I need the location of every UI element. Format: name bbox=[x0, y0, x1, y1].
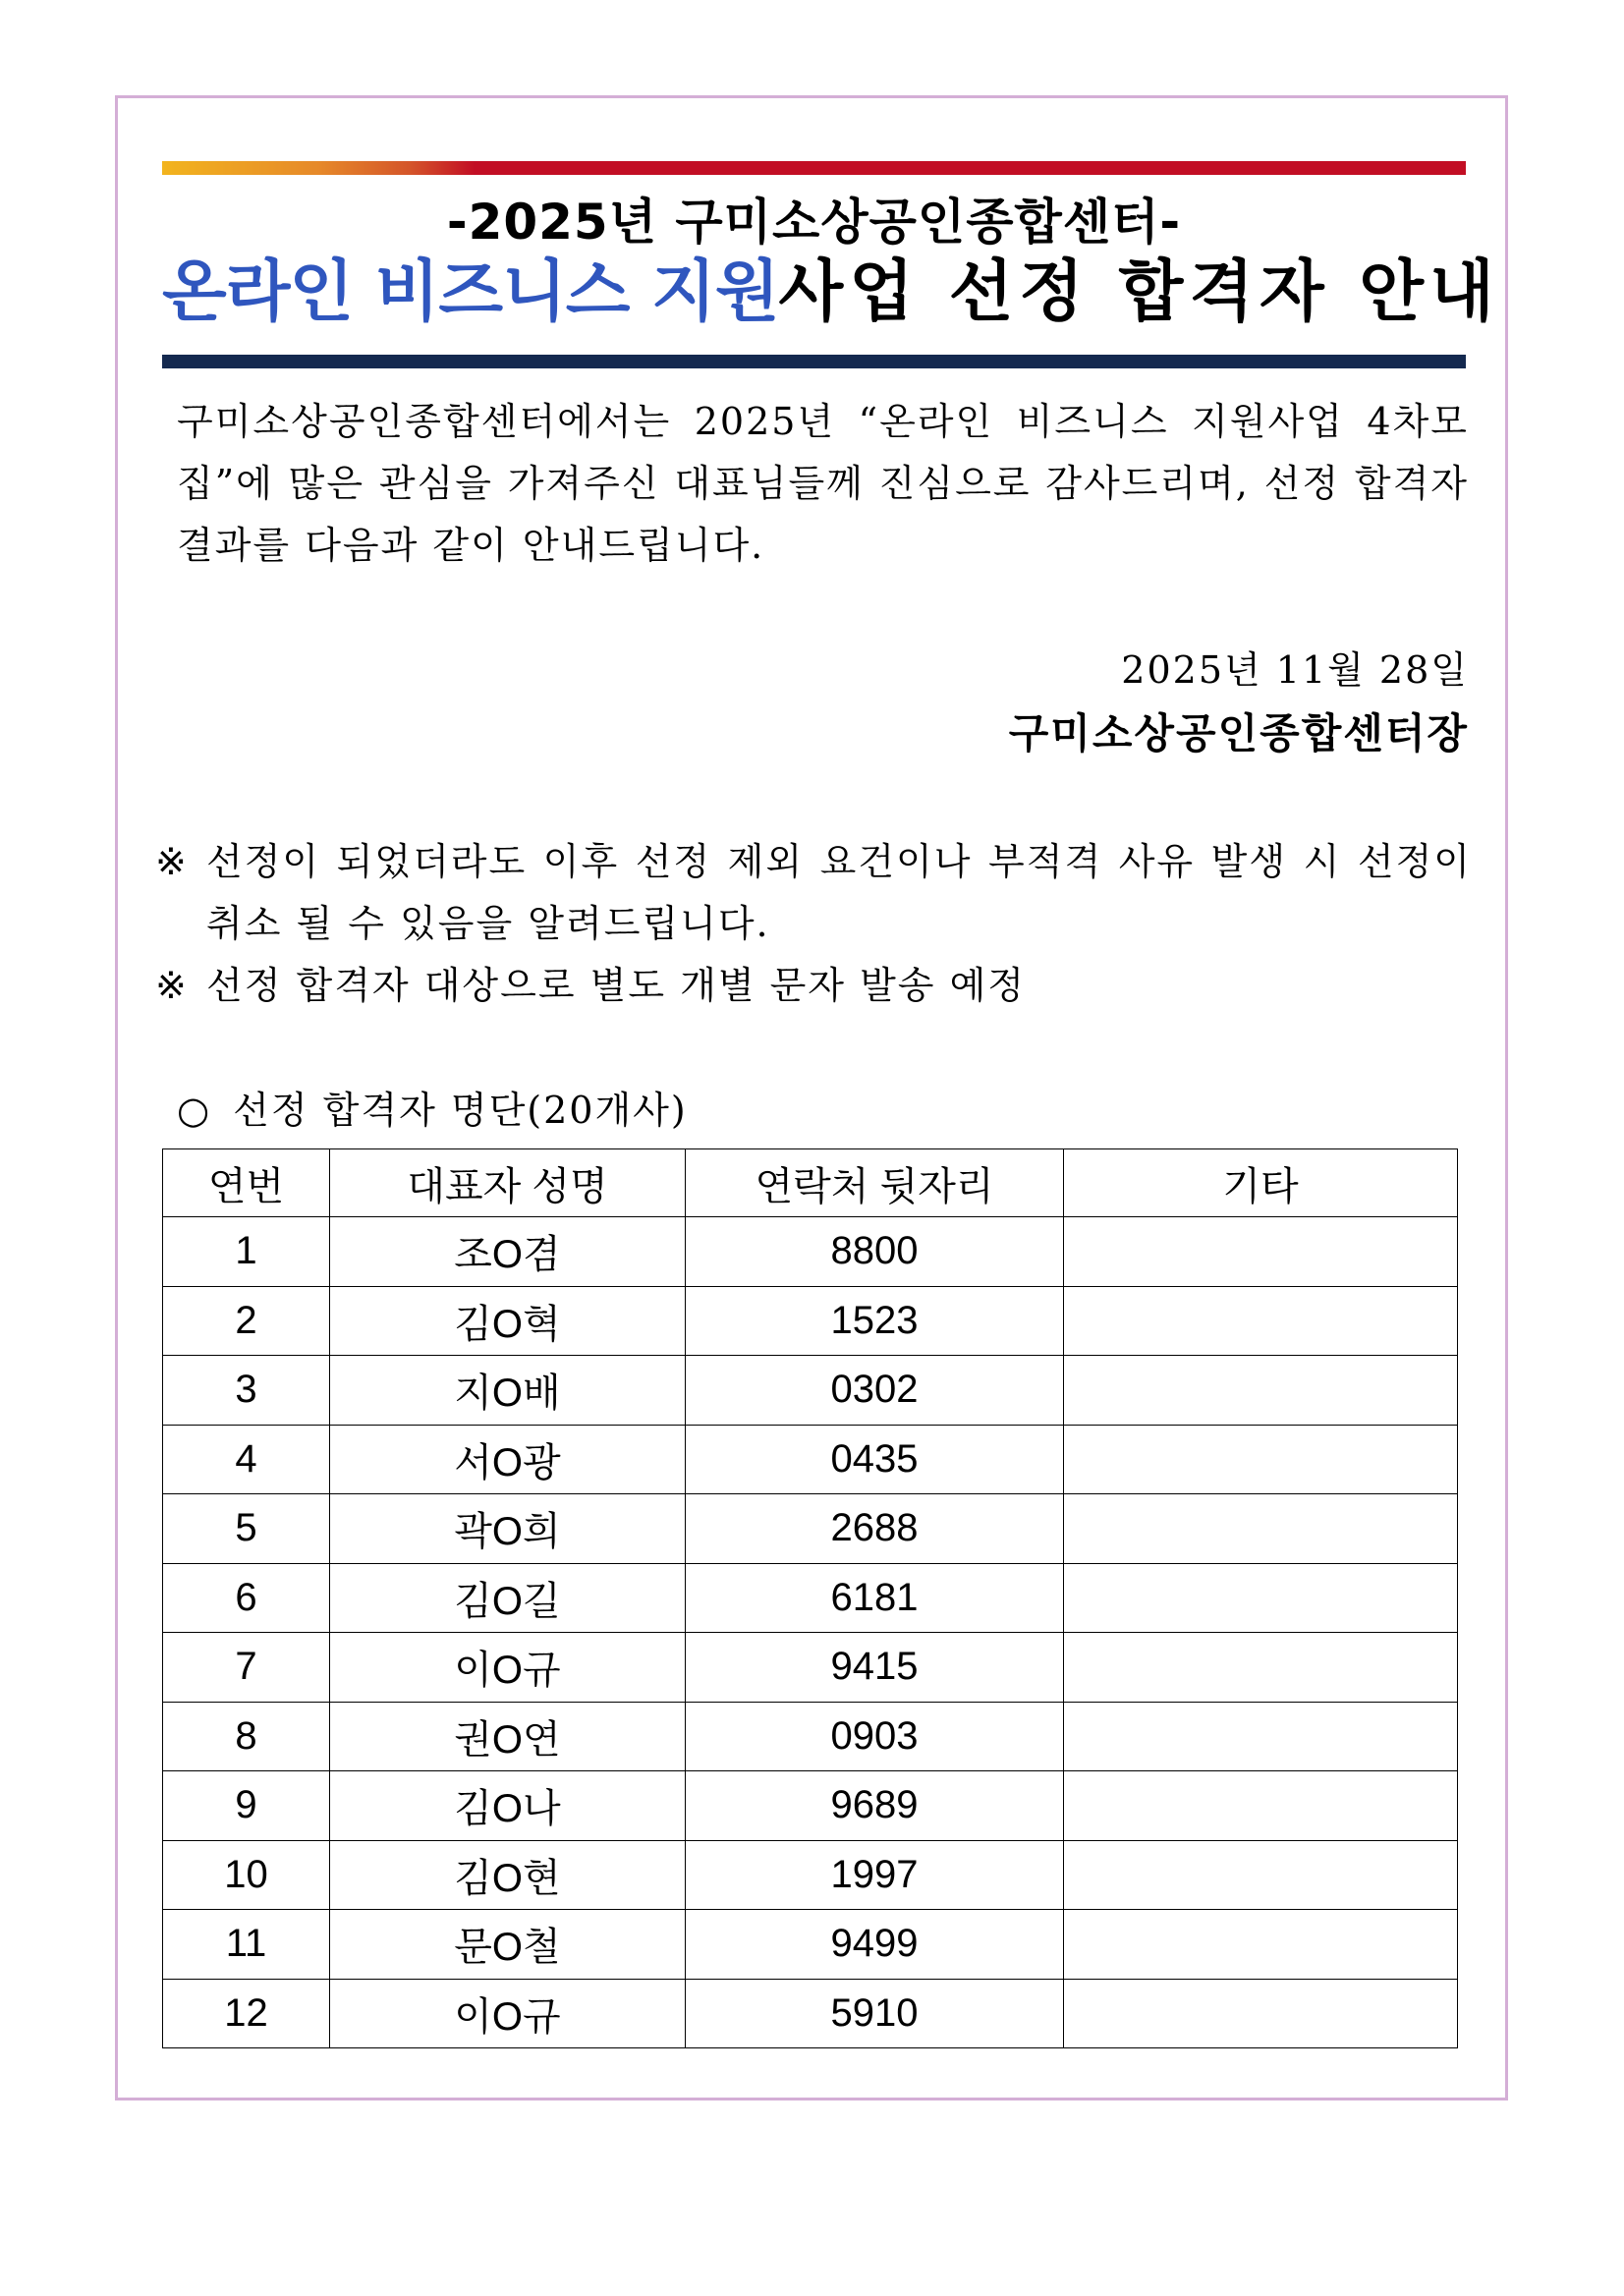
signature: 구미소상공인종합센터장 bbox=[1008, 709, 1469, 757]
cell-phone: 1997 bbox=[686, 1840, 1064, 1910]
cell-etc bbox=[1064, 1771, 1458, 1841]
cell-phone: 9415 bbox=[686, 1633, 1064, 1703]
cell-no: 6 bbox=[163, 1563, 330, 1633]
cell-phone: 0903 bbox=[686, 1702, 1064, 1771]
cell-etc bbox=[1064, 1286, 1458, 1356]
cell-phone: 9499 bbox=[686, 1910, 1064, 1980]
cell-no: 12 bbox=[163, 1979, 330, 2048]
cell-name: 문O철 bbox=[330, 1910, 686, 1980]
column-header-name: 대표자 성명 bbox=[330, 1149, 686, 1217]
cell-etc bbox=[1064, 1910, 1458, 1980]
cell-etc bbox=[1064, 1840, 1458, 1910]
table-row bbox=[163, 1979, 1458, 2048]
table-row bbox=[163, 1563, 1458, 1633]
notice-date: 2025년 11월 28일 bbox=[1121, 648, 1469, 692]
table-row bbox=[163, 1702, 1458, 1771]
reference-mark-icon: ※ bbox=[155, 964, 189, 1007]
table-row bbox=[163, 1840, 1458, 1910]
title-highlight: 온라인 비즈니스 지원 bbox=[162, 253, 779, 331]
table-row bbox=[163, 1633, 1458, 1703]
table-row bbox=[163, 1356, 1458, 1426]
circle-bullet-icon: ○ bbox=[177, 1089, 212, 1132]
cell-name: 김O길 bbox=[330, 1563, 686, 1633]
cell-name: 이O규 bbox=[330, 1633, 686, 1703]
table-row bbox=[163, 1217, 1458, 1287]
table-row bbox=[163, 1494, 1458, 1564]
cell-phone: 2688 bbox=[686, 1494, 1064, 1564]
cell-etc bbox=[1064, 1979, 1458, 2048]
column-header-phone: 연락처 뒷자리 bbox=[686, 1149, 1064, 1217]
cell-etc bbox=[1064, 1563, 1458, 1633]
cell-no: 3 bbox=[163, 1356, 330, 1426]
notes-section bbox=[155, 831, 1472, 1017]
cell-etc bbox=[1064, 1702, 1458, 1771]
page-title bbox=[162, 252, 1500, 334]
cell-etc bbox=[1064, 1217, 1458, 1287]
cell-phone: 6181 bbox=[686, 1563, 1064, 1633]
reference-mark-icon: ※ bbox=[155, 840, 189, 883]
cell-name: 지O배 bbox=[330, 1356, 686, 1426]
cell-name: 조O겸 bbox=[330, 1217, 686, 1287]
cell-no: 11 bbox=[163, 1910, 330, 1980]
cell-phone: 8800 bbox=[686, 1217, 1064, 1287]
cell-name: 권O연 bbox=[330, 1702, 686, 1771]
cell-etc bbox=[1064, 1633, 1458, 1703]
cell-no: 2 bbox=[163, 1286, 330, 1356]
cell-no: 9 bbox=[163, 1771, 330, 1841]
cell-etc bbox=[1064, 1425, 1458, 1494]
table-row bbox=[163, 1771, 1458, 1841]
intro-paragraph: 구미소상공인종합센터에서는 2025년 “온라인 비즈니스 지원사업 4차모집”에 많은 관심을 가져주신 대표님들께 진심으로 감사드리며, 선정 합격자 결과를 다음과 같이 안내드립니다. bbox=[177, 400, 1469, 567]
column-header-etc: 기타 bbox=[1064, 1149, 1458, 1217]
cell-no: 1 bbox=[163, 1217, 330, 1287]
column-header-no: 연번 bbox=[163, 1149, 330, 1217]
cell-name: 곽O희 bbox=[330, 1494, 686, 1564]
cell-phone: 0302 bbox=[686, 1356, 1064, 1426]
table-row bbox=[163, 1910, 1458, 1980]
cell-no: 7 bbox=[163, 1633, 330, 1703]
cell-no: 10 bbox=[163, 1840, 330, 1910]
cell-name: 김O나 bbox=[330, 1771, 686, 1841]
note-item bbox=[155, 955, 1472, 1017]
list-heading-text: 선정 합격자 명단(20개사) bbox=[233, 1089, 688, 1132]
cell-no: 4 bbox=[163, 1425, 330, 1494]
selected-applicants-table bbox=[162, 1148, 1458, 2048]
header-subtitle: -2025년 구미소상공인종합센터- bbox=[446, 194, 1182, 251]
list-heading bbox=[177, 1081, 688, 1140]
cell-phone: 1523 bbox=[686, 1286, 1064, 1356]
note-text: 선정이 되었더라도 이후 선정 제외 요건이나 부적격 사유 발생 시 선정이 취소 될 수 있음을 알려드립니다. bbox=[206, 840, 1472, 945]
table-row bbox=[163, 1286, 1458, 1356]
header-navy-bar bbox=[162, 355, 1466, 368]
header-gradient-bar bbox=[162, 161, 1466, 175]
note-item bbox=[155, 831, 1472, 955]
cell-phone: 9689 bbox=[686, 1771, 1064, 1841]
title-rest: 사업 선정 합격자 안내 bbox=[778, 253, 1500, 331]
cell-etc bbox=[1064, 1494, 1458, 1564]
cell-name: 이O규 bbox=[330, 1979, 686, 2048]
cell-etc bbox=[1064, 1356, 1458, 1426]
table-header-row bbox=[163, 1149, 1458, 1217]
cell-no: 8 bbox=[163, 1702, 330, 1771]
cell-name: 김O현 bbox=[330, 1840, 686, 1910]
cell-name: 김O혁 bbox=[330, 1286, 686, 1356]
cell-name: 서O광 bbox=[330, 1425, 686, 1494]
note-text: 선정 합격자 대상으로 별도 개별 문자 발송 예정 bbox=[206, 964, 1027, 1007]
table-row bbox=[163, 1425, 1458, 1494]
cell-phone: 0435 bbox=[686, 1425, 1064, 1494]
cell-no: 5 bbox=[163, 1494, 330, 1564]
cell-phone: 5910 bbox=[686, 1979, 1064, 2048]
